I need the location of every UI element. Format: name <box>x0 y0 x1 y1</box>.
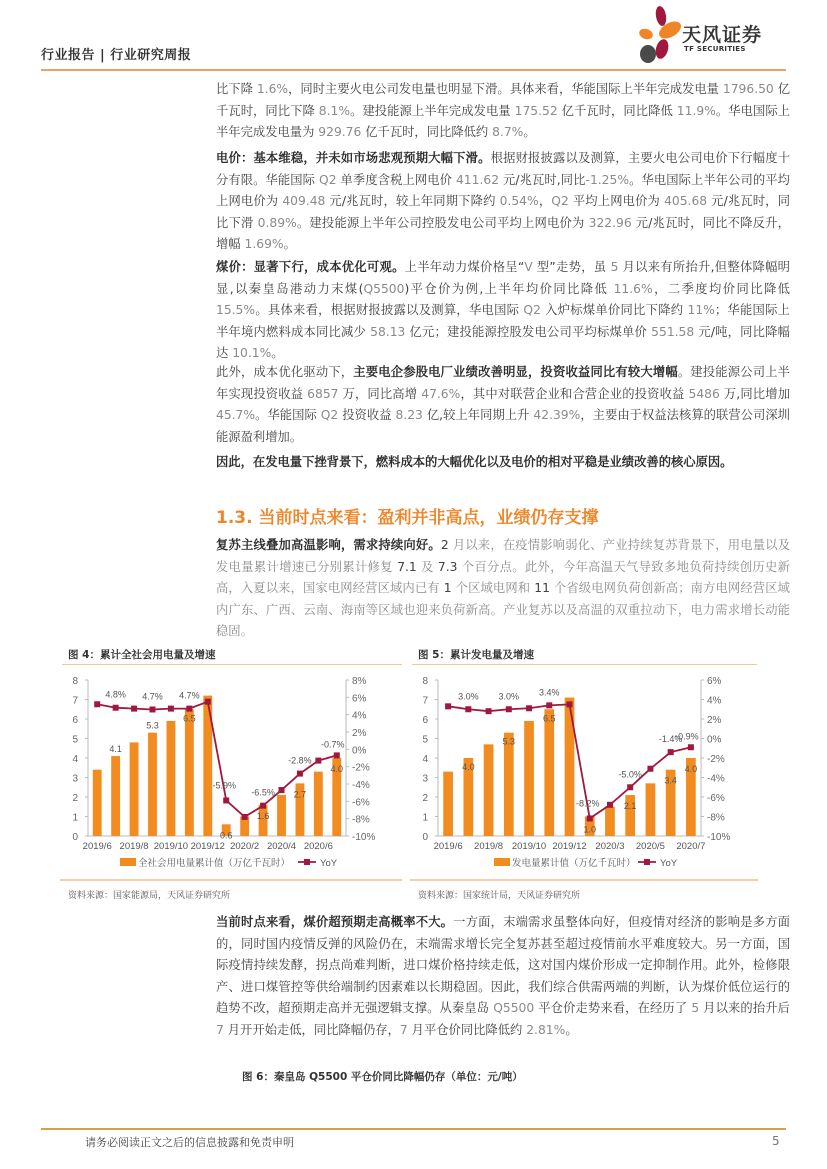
x-tick-label: 2019/8 <box>119 841 149 852</box>
inline-number: Q5500 <box>493 1001 535 1015</box>
bar-value-label: 4.0 <box>330 764 344 774</box>
yoy-marker <box>668 749 674 755</box>
bar <box>504 733 514 836</box>
inline-number: 11% <box>687 303 715 317</box>
header-divider <box>41 69 786 71</box>
x-tick-label: 2019/8 <box>474 841 504 852</box>
bar <box>167 721 176 836</box>
inline-number: 58.13 <box>370 324 406 339</box>
para-text <box>216 257 790 365</box>
inline-number: 929.76 <box>318 125 362 139</box>
inline-text: ，同时主要火电公司发电量也明显下滑。具体来看，华能国际上半年完成发电量 <box>288 82 723 96</box>
right-tick-label: 8% <box>352 676 367 687</box>
bar <box>484 744 494 836</box>
para-text: 此外，成本优化驱动下，主要电企参股电厂业绩改善明显，投资收益同比有较大增幅。建投能源公司上半年实现投资收益 6857 万，同比高增 47.6%，其中对联营企业和合营企业的投资收益 5486 万,同比增加 45.7%。华能国际 Q2 投资收益 8.23 亿,较上年同期上升 42.39%，主要由于权益法核算的联营公司深圳能源盈利增加。 <box>216 365 790 444</box>
inline-number: 7 <box>399 1022 408 1037</box>
inline-text: 。具体来看，根据财报披露以及测算，华电国际 <box>255 303 524 317</box>
inline-number: 0.89% <box>257 215 297 230</box>
yoy-value-label: 3.0% <box>458 691 479 702</box>
logo-text-en: TF SECURITIES <box>684 45 746 53</box>
legend-line-marker <box>304 859 310 865</box>
inline-text: 11 <box>534 581 550 595</box>
right-tick-label: -8% <box>707 812 725 824</box>
inline-text: 投资收益 <box>338 408 396 422</box>
yoy-value-label: -0.7% <box>321 739 345 750</box>
left-tick-label: 3 <box>72 773 78 785</box>
inline-number: 0.54% <box>499 194 539 208</box>
para-text <box>216 148 790 256</box>
inline-text: 。建投能源上半年完成发电量 <box>350 103 515 118</box>
x-tick-label: 2020/6 <box>303 841 333 852</box>
inline-number: Q2 <box>551 194 569 208</box>
bar <box>130 742 139 836</box>
right-tick-label: -10% <box>707 832 731 843</box>
bar-value-label: 5.3 <box>502 736 516 747</box>
yoy-marker <box>279 787 285 793</box>
yoy-marker <box>242 814 248 820</box>
inline-text: 亿千瓦时，同比降低 <box>557 103 677 118</box>
left-tick-label: 5 <box>422 734 428 746</box>
inline-text: 1 <box>443 581 452 595</box>
inline-text: 。 <box>283 237 296 251</box>
inline-number: -1.25% <box>585 172 630 187</box>
inline-text: 月开开始走低，同比降幅仍存， <box>223 1022 400 1037</box>
inline-number: 8.7% <box>492 125 524 139</box>
right-tick-label: 2% <box>707 715 722 726</box>
inline-text: 上半年动力煤价格呈“ <box>404 260 525 274</box>
inline-number: 322.96 <box>588 215 632 230</box>
yoy-marker <box>260 803 266 809</box>
right-tick-label: -6% <box>352 797 370 809</box>
left-tick-label: 7 <box>422 695 428 707</box>
inline-number: 5486 <box>688 386 720 401</box>
inline-text: 。华能国际 <box>255 408 321 422</box>
yoy-marker <box>186 706 192 712</box>
yoy-value-label: 4.7% <box>179 690 200 701</box>
para-lead: 当前时点来看，煤价超预期走高概率不大。 <box>216 915 454 929</box>
inline-text: 。华电国际上半年完成发电量为 <box>216 103 790 139</box>
inline-text: )平仓价为例,上半年均价同比降低 <box>404 281 614 296</box>
inline-text: 亿千瓦时，同比降低约 <box>361 125 493 139</box>
yoy-value-label: 4.7% <box>142 691 163 702</box>
inline-text: ，二季度均价同比降低 <box>652 281 790 296</box>
x-tick-label: 2020/2 <box>230 841 260 852</box>
yoy-value-label: 3.4% <box>539 687 560 698</box>
inline-text: 。 <box>565 1022 578 1037</box>
left-tick-label: 1 <box>422 812 428 824</box>
x-tick-label: 2020/3 <box>595 841 625 852</box>
inline-number: 6857 <box>307 386 339 401</box>
bar-value-label: 0.6 <box>219 830 233 841</box>
inline-text: 型”走势，虽 <box>532 260 611 274</box>
inline-number: 个省级电网负荷创新高；南方电网经营区域内广东、广西、云南、海南等区域也迎来负荷新高。产业复苏以及高温的双重拉动下，电力需求增长动能稳固。 <box>216 581 790 638</box>
inline-text: 平仓价走势来看，在经历了 <box>534 1001 692 1015</box>
bar <box>148 733 157 836</box>
inline-text: 。华电国际上半年公司的平均上网电价为 <box>216 172 790 208</box>
x-tick-label: 2020/4 <box>266 841 297 852</box>
yoy-marker <box>205 699 211 705</box>
inline-number: 8.1% <box>318 103 351 118</box>
report-type: 行业报告 | 行业研究周报 <box>41 48 192 63</box>
bar <box>314 772 323 836</box>
para-lead: 复苏主线叠加高温影响，需求持续向好。 <box>216 538 441 552</box>
para-lead: 主要电企参股电厂业绩改善明显，投资收益同比有较大增幅 <box>353 365 678 379</box>
paragraph-conclusion <box>216 452 790 474</box>
inline-number: 1796.50 <box>722 82 774 96</box>
inline-text: 单季度含税上网电价 <box>336 172 456 187</box>
paragraph-power-generation <box>216 79 790 144</box>
legend-line-marker <box>644 859 650 865</box>
inline-number: 及 <box>416 559 438 574</box>
para-text <box>216 912 790 1041</box>
inline-text: 月平仓价同比降低约 <box>407 1022 527 1037</box>
disclaimer-link[interactable]: 请务必阅读正文之后的信息披露和免责申明 <box>85 1136 294 1149</box>
yoy-marker <box>526 705 532 711</box>
left-tick-label: 6 <box>72 715 78 726</box>
yoy-value-label: -6.5% <box>251 787 275 798</box>
bar <box>111 756 120 836</box>
inline-text: 。建投能源公司上半年实现投资收益 <box>216 365 790 401</box>
yoy-marker <box>486 708 492 714</box>
x-tick-label: 2019/6 <box>433 841 463 852</box>
left-tick-label: 1 <box>72 812 78 824</box>
inline-number: Q2 <box>320 408 339 422</box>
yoy-marker <box>297 771 303 777</box>
inline-number: 5 <box>610 260 619 274</box>
inline-text: 亿,较上年同期上升 <box>422 408 534 422</box>
para-text <box>216 79 790 144</box>
inline-text: 。 <box>523 125 536 139</box>
figure-4-title: 图 4：累计全社会用电量及增速 <box>68 649 216 661</box>
yoy-marker <box>567 701 573 707</box>
para-lead: 电价：基本维稳，并未如市场悲观预期大幅下滑。 <box>216 151 491 165</box>
inline-text: 一方面，末端需求虽整体向好，但疫情对经济的影响是多方面的，同时国内疫情反弹的风险仍在，末端需求增长完全复苏甚至超过疫情前水平难度较大。另一方面，国际疫情持续发酵，拐点尚难判断，进口煤价格持续走低，这对国内煤价形成一定抑制作用。此外，检修限产、进口煤管控等供给端制约因素难以长期稳固。因此，我们综合供需两端的判断，认为煤价低位运行的趋势不改，超预期走高并无强逻辑支撑。从秦皇岛 <box>216 915 790 1015</box>
para-text <box>216 452 790 474</box>
inline-text: ，主要由于权益法核算的联营公司深圳能源盈利增加。 <box>216 408 790 444</box>
inline-text: 元/兆瓦时，同比不降反升，增幅 <box>216 215 790 251</box>
inline-number: 1.69% <box>244 237 284 251</box>
bar-value-label: 2.7 <box>293 789 307 800</box>
figure-4-source-rule <box>60 879 402 881</box>
right-tick-label: -2% <box>352 762 370 774</box>
paragraph-coal-price <box>216 257 790 365</box>
footer-divider <box>41 1128 786 1130</box>
right-tick-label: -10% <box>352 832 376 843</box>
bar-value-label: 1.0 <box>583 824 596 835</box>
inline-text: 亿元；建投能源控股发电公司平均标煤单价 <box>405 324 652 339</box>
inline-number: 405.68 <box>664 194 708 208</box>
inline-text: 元/兆瓦时,同比 <box>499 172 586 187</box>
left-tick-label: 6 <box>422 715 428 726</box>
right-tick-label: -6% <box>707 793 725 804</box>
paragraph-investment-income <box>216 362 790 448</box>
bar-value-label: 4.0 <box>462 762 475 772</box>
right-tick-label: 0% <box>707 734 722 746</box>
section-heading: 1.3. 当前时点来看：盈利并非高点，业绩仍存支撑 <box>216 508 599 528</box>
inline-number: Q2 <box>523 303 541 317</box>
left-tick-label: 2 <box>72 793 78 804</box>
para-lead: 因此，在发电量下挫背景下，燃料成本的大幅优化以及电价的相对平稳是业绩改善的核心原因。 <box>216 455 733 469</box>
inline-number: 11.6% <box>613 281 653 296</box>
bar <box>277 795 286 836</box>
inline-text: ，其中对联营企业和合营企业的投资收益 <box>460 386 689 401</box>
inline-number: 409.48 <box>282 194 326 208</box>
left-tick-label: 5 <box>72 734 78 746</box>
yoy-marker <box>168 706 174 712</box>
figure-5-title: 图 5：累计发电量及增速 <box>418 649 534 661</box>
tf-securities-logo <box>634 4 774 66</box>
bar-value-label: 5.3 <box>146 720 159 731</box>
inline-number: 15.5% <box>216 303 256 317</box>
chart-power-generation <box>412 668 757 873</box>
figure-5-source: 资料来源：国家统计局，天风证券研究所 <box>418 891 581 901</box>
inline-number: 411.62 <box>455 172 500 187</box>
inline-text: 亿千瓦时，同比下降 <box>216 82 790 118</box>
bar <box>646 783 656 836</box>
left-tick-label: 8 <box>72 676 78 687</box>
inline-text: 月以来有所抬升,但整体降幅明显,以秦皇岛港动力末煤( <box>216 260 790 296</box>
bar-value-label: 3.4 <box>664 775 677 786</box>
bar-value-label: 6.5 <box>543 713 556 724</box>
figure-5-title-rule <box>412 664 757 665</box>
left-tick-label: 4 <box>72 754 78 765</box>
inline-number: 月以来，在疫情影响弱化、产业持续复苏背景下，用电量以及发电量累计增速已分别累计修复 <box>216 538 790 574</box>
bar <box>605 807 615 836</box>
inline-text: 元/兆瓦时，较上年同期下降约 <box>325 194 500 208</box>
inline-number: 2.81% <box>526 1022 566 1037</box>
yoy-marker <box>587 815 593 821</box>
yoy-value-label: -2.8% <box>288 755 312 766</box>
right-tick-label: 4% <box>707 695 722 707</box>
inline-text: 元/兆瓦时，同比下滑 <box>216 194 790 230</box>
yoy-value-label: -8.2% <box>575 798 600 809</box>
inline-text: 根据财报披露以及测算，主要火电公司电价下行幅度十分有限。华能国际 <box>216 151 790 187</box>
left-tick-label: 8 <box>422 676 428 687</box>
x-tick-label: 2019/12 <box>552 841 587 852</box>
yoy-marker <box>315 758 321 764</box>
x-tick-label: 2019/12 <box>190 841 225 852</box>
inline-text: 比下降 <box>216 82 257 96</box>
yoy-marker <box>647 766 653 772</box>
yoy-value-label: -5.9% <box>212 780 236 791</box>
logo-petals-icon <box>634 4 684 66</box>
yoy-marker <box>223 797 229 803</box>
inline-number: V <box>524 260 533 274</box>
right-tick-label: 4% <box>352 710 367 722</box>
inline-text: 。 <box>271 346 284 360</box>
inline-number: 1.6% <box>256 82 289 96</box>
bar <box>443 772 453 836</box>
bar-value-label: 6.5 <box>183 713 196 724</box>
inline-number: 45.7% <box>216 408 256 422</box>
right-tick-label: -2% <box>707 754 725 765</box>
yoy-marker <box>607 802 613 808</box>
page-number: 5 <box>772 1134 780 1148</box>
yoy-value-label: -0.9% <box>675 731 699 742</box>
right-tick-label: -8% <box>352 814 370 826</box>
yoy-marker <box>150 706 156 712</box>
inline-text: 2 <box>440 538 449 552</box>
left-tick-label: 4 <box>422 754 428 765</box>
bar-value-label: 2.1 <box>623 801 637 812</box>
right-tick-label: 0% <box>352 745 367 757</box>
page-header <box>41 0 786 72</box>
inline-text: 平均上网电价为 <box>568 194 665 208</box>
x-tick-label: 2020/7 <box>676 841 706 852</box>
legend-line-label: YoY <box>320 858 338 869</box>
bar-value-label: 4.0 <box>684 764 698 774</box>
left-tick-label: 7 <box>72 695 78 707</box>
inline-number: 10.1% <box>232 346 272 360</box>
bar-value-label: 4.1 <box>109 744 122 755</box>
para-text <box>216 535 790 643</box>
bar <box>185 709 194 836</box>
inline-number: Q5500 <box>363 281 405 296</box>
bar <box>524 721 534 836</box>
inline-number: 8.23 <box>395 408 423 422</box>
inline-number: 42.39% <box>533 408 581 422</box>
inline-number: 11.9% <box>676 103 716 118</box>
inline-text: 元/吨，同比降幅达 <box>216 324 790 360</box>
bar <box>544 709 554 836</box>
inline-number: 个百分点。此外，今年高温天气导致多地负荷持续创历史新高，入夏以来，国家电网经营区域内已有 <box>216 559 790 595</box>
yoy-marker <box>506 706 512 712</box>
x-tick-label: 2019/10 <box>153 841 189 852</box>
yoy-marker <box>131 706 137 712</box>
figure-5-source-rule <box>410 879 758 881</box>
yoy-marker <box>627 784 633 790</box>
paragraph-electricity-price <box>216 148 790 256</box>
yoy-value-label: 3.0% <box>498 691 520 702</box>
inline-number: 5 <box>691 1001 700 1015</box>
x-tick-label: 2019/6 <box>82 841 112 852</box>
right-tick-label: 2% <box>352 728 367 739</box>
left-tick-label: 2 <box>422 793 428 804</box>
figure-4-source: 资料来源：国家能源局，天风证券研究所 <box>68 891 231 901</box>
yoy-marker <box>688 744 694 750</box>
right-tick-label: 6% <box>352 693 367 705</box>
legend-bar-swatch <box>120 858 136 866</box>
inline-number: 47.6% <box>421 386 461 401</box>
yoy-value-label: -5.0% <box>618 769 642 780</box>
inline-text: 7.3 <box>437 559 458 574</box>
inline-text: 。建投能源上半年公司控股发电公司平均上网电价为 <box>296 215 589 230</box>
figure-6-title: 图 6：秦皇岛 Q5500 平仓价同比降幅仍存（单位：元/吨） <box>242 1071 523 1083</box>
inline-number: 7 <box>216 1022 224 1037</box>
inline-text: 万,同比增加 <box>719 386 790 401</box>
bar <box>93 770 102 836</box>
right-tick-label: -4% <box>352 780 370 791</box>
inline-text: 万，同比高增 <box>338 386 422 401</box>
inline-number: Q2 <box>319 172 337 187</box>
left-tick-label: 0 <box>422 832 428 843</box>
legend-line-label: YoY <box>660 858 678 869</box>
left-tick-label: 3 <box>422 773 428 785</box>
inline-text: 7.1 <box>397 559 417 574</box>
left-tick-label: 0 <box>72 832 78 843</box>
x-tick-label: 2020/5 <box>635 841 665 852</box>
inline-text: ；华能国际上半年境内燃料成本同比减少 <box>216 303 790 339</box>
inline-text: 月以来的抬升后 <box>699 1001 790 1015</box>
right-tick-label: 6% <box>707 676 722 687</box>
logo-text-cn: 天风证券 <box>682 24 763 46</box>
inline-number: 175.52 <box>514 103 558 118</box>
legend-bar-label: 全社会用电量累计值（万亿千瓦时） <box>138 858 291 869</box>
figure-4-title-rule <box>62 664 402 665</box>
inline-text: ， <box>538 194 552 208</box>
yoy-value-label: 4.8% <box>105 689 126 700</box>
paragraph-coal-outlook <box>216 912 790 1041</box>
inline-number: 个区域电网和 <box>451 581 535 595</box>
yoy-marker <box>113 705 119 711</box>
chart-electricity-consumption <box>62 668 402 873</box>
para-lead: 煤价：显著下行，成本优化可观。 <box>216 260 405 274</box>
bar-value-label: 1.6 <box>256 810 270 821</box>
legend-bar-label: 发电量累计值（万亿千瓦时） <box>512 858 636 869</box>
yoy-marker <box>445 703 451 709</box>
paragraph-demand <box>216 535 790 643</box>
inline-text: 入炉标煤单价同比下降约 <box>540 303 688 317</box>
bar <box>565 698 575 836</box>
x-tick-label: 2019/10 <box>511 841 547 852</box>
yoy-marker <box>334 752 340 758</box>
legend-bar-swatch <box>494 858 510 866</box>
yoy-marker <box>546 702 552 708</box>
inline-number: 551.58 <box>651 324 695 339</box>
yoy-value-label: -1.4% <box>658 734 683 745</box>
yoy-marker <box>94 701 100 707</box>
right-tick-label: -4% <box>707 773 725 785</box>
yoy-marker <box>465 706 471 712</box>
